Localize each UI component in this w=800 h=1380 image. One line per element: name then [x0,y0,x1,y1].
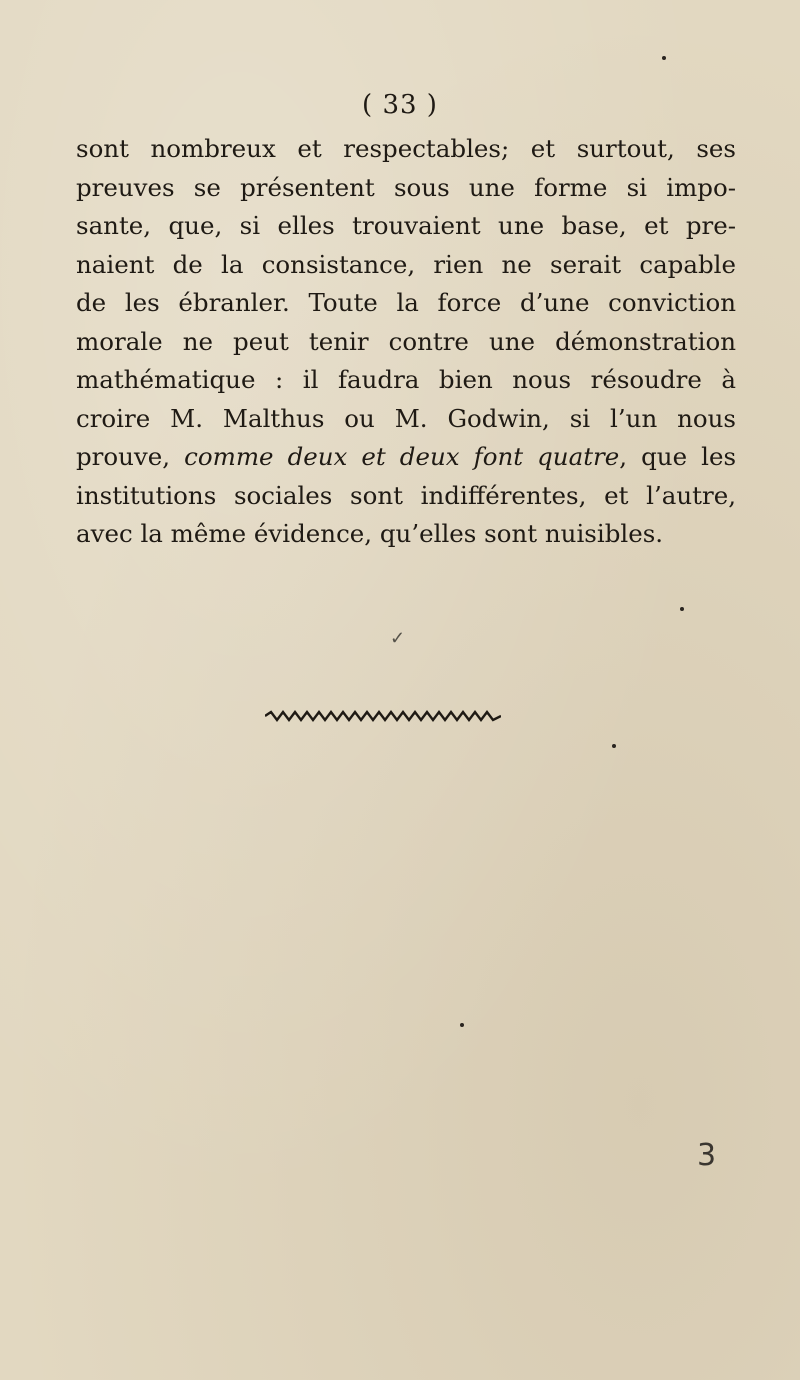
text-line-9-before: prouve, [76,442,185,471]
text-line-10: institutions sociales sont indifférentes, et l’autre, [76,480,736,510]
text-line-9-after: , que les [619,442,737,471]
text-line-2: preuves se présentent sous une forme si impo- [76,172,736,202]
text-line-5: de les ébranler. Toute la force d’une conviction [76,288,736,317]
text-line-7: mathématique : il faudra bien nous résoudre à [76,365,736,394]
body-text [76,130,736,554]
text-line-3: sante, que, si elles trouvaient une base, et pre- [76,211,736,240]
text-line-9 [76,438,736,477]
text-line-11: avec la même évidence, qu’elles sont nuisibles. [76,519,664,548]
ornament-divider [265,710,501,722]
ink-speck [460,1023,464,1027]
signature-mark: 3 [697,1138,717,1173]
text-line-6: morale ne peut tenir contre une démonstration [76,326,736,356]
pencil-check-mark: ✓ [390,628,406,649]
ink-speck [612,744,616,748]
page-number-header: ( 33 ) [362,90,438,120]
text-line-8: croire M. Malthus ou M. Godwin, si l’un nous [76,403,736,433]
text-line-9-italic: comme deux et deux font quatre [184,442,620,471]
ink-speck [680,607,684,611]
text-line-4: naient de la consistance, rien ne serait capable [76,249,736,279]
ink-speck [662,56,666,60]
text-line-1: sont nombreux et respectables; et surtout, ses [76,134,736,163]
